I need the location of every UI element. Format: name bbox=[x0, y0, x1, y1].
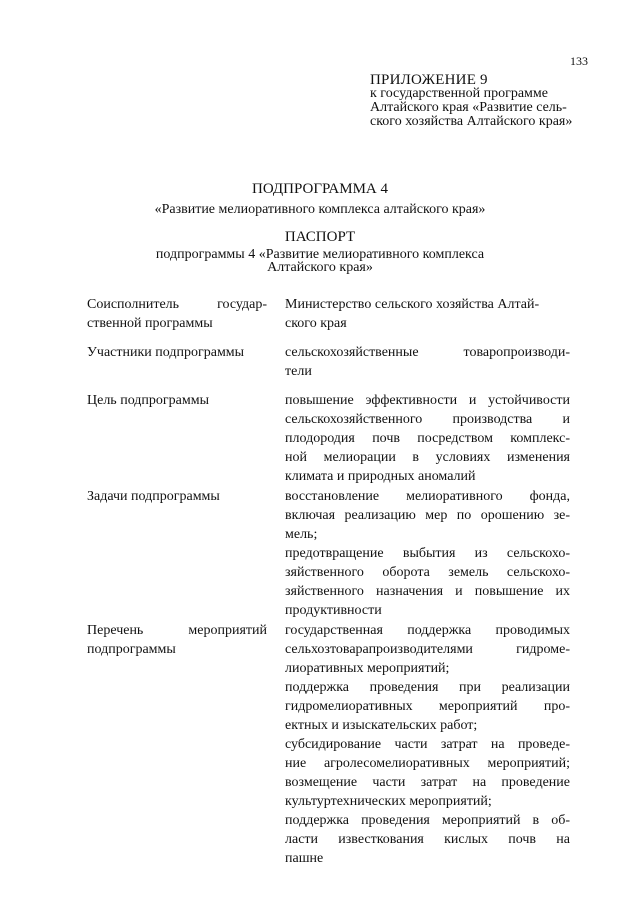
value-line: сельхозтоварапроизводителями гидроме- bbox=[285, 642, 570, 657]
value-line: плодородия почв посредством комплекс- bbox=[285, 431, 570, 446]
row-label bbox=[87, 487, 267, 506]
value-line: предотвращение выбытия из сельскохо- bbox=[285, 546, 570, 561]
row-label bbox=[87, 343, 267, 362]
label-line: Перечень мероприятий bbox=[87, 623, 267, 638]
value-line: культуртехнических мероприятий; bbox=[285, 794, 492, 809]
row-value bbox=[285, 343, 570, 381]
row-value bbox=[285, 621, 570, 868]
appendix-line: Алтайского края «Развитие сель- bbox=[370, 100, 567, 115]
row-label bbox=[87, 621, 267, 659]
value-line: ского края bbox=[285, 316, 347, 331]
value-line: государственная поддержка проводимых bbox=[285, 623, 570, 638]
value-line: поддержка проведения при реализации bbox=[285, 680, 570, 695]
row-label bbox=[87, 295, 267, 333]
passport-subtitle: подпрограммы 4 «Развитие мелиоративного комплекса bbox=[155, 247, 485, 262]
label-line: Цель подпрограммы bbox=[87, 393, 209, 408]
value-line: ние агролесомелиоративных мероприятий; bbox=[285, 756, 570, 771]
value-line: сельскохозяйственного производства и bbox=[285, 412, 570, 427]
value-line: лиоративных мероприятий; bbox=[285, 661, 450, 676]
page-number: 133 bbox=[570, 54, 588, 68]
appendix-block bbox=[370, 73, 595, 129]
label-line: подпрограммы bbox=[87, 642, 176, 657]
value-line: субсидирование части затрат на проведе- bbox=[285, 737, 570, 752]
row-value bbox=[285, 391, 570, 486]
value-line: восстановление мелиоративного фонда, bbox=[285, 489, 570, 504]
value-line: зяйственного оборота земель сельскохо- bbox=[285, 565, 570, 580]
row-value bbox=[285, 295, 570, 333]
passport-title: ПАСПОРТ bbox=[284, 229, 356, 245]
value-line: продуктивности bbox=[285, 603, 382, 618]
value-line: возмещение части затрат на проведение bbox=[285, 775, 570, 790]
label-line: ственной программы bbox=[87, 316, 213, 331]
value-line: включая реализацию мер по орошению зе- bbox=[285, 508, 570, 523]
value-line: повышение эффективности и устойчивости bbox=[285, 393, 570, 408]
value-line: поддержка проведения мероприятий в об- bbox=[285, 813, 570, 828]
label-line: Задачи подпрограммы bbox=[87, 489, 220, 504]
passport-subtitle: Алтайского края» bbox=[267, 260, 373, 275]
row-value bbox=[285, 487, 570, 620]
value-line: сельскохозяйственные товаропроизводи- bbox=[285, 345, 570, 360]
value-line: мель; bbox=[285, 527, 318, 542]
value-line: Министерство сельского хозяйства Алтай- bbox=[285, 297, 540, 312]
value-line: ласти известкования кислых почв на bbox=[285, 832, 570, 847]
label-line: Соисполнитель государ- bbox=[87, 297, 267, 312]
row-label bbox=[87, 391, 267, 410]
value-line: тели bbox=[285, 364, 312, 379]
value-line: ной мелиорации в условиях изменения bbox=[285, 450, 570, 465]
value-line: зяйственного назначения и повышение их bbox=[285, 584, 570, 599]
label-line: Участники подпрограммы bbox=[87, 345, 245, 360]
subprogram-name: «Развитие мелиоративного комплекса алтайского края» bbox=[154, 202, 486, 217]
value-line: ектных и изыскательских работ; bbox=[285, 718, 478, 733]
subprogram-title: ПОДПРОГРАММА 4 bbox=[251, 181, 389, 197]
appendix-title: ПРИЛОЖЕНИЕ 9 bbox=[370, 72, 488, 88]
value-line: климата и природных аномалий bbox=[285, 469, 476, 484]
appendix-line: к государственной программе bbox=[370, 86, 548, 101]
value-line: пашне bbox=[285, 851, 324, 866]
value-line: гидромелиоративных мероприятий про- bbox=[285, 699, 570, 714]
appendix-line: ского хозяйства Алтайского края» bbox=[370, 114, 573, 129]
